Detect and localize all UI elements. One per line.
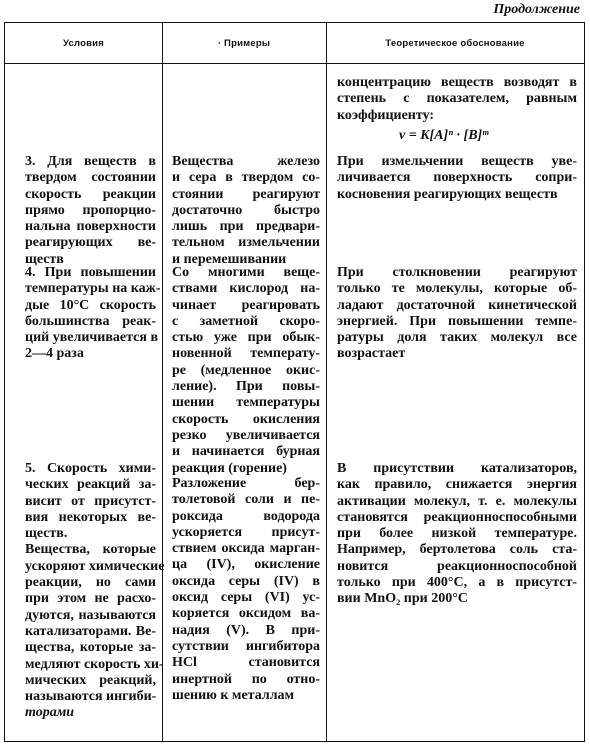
text-line: личивается поверхность сопри- — [337, 170, 577, 186]
text-line: при этом не расхо- — [25, 591, 156, 607]
text-line: дуются, называются — [25, 607, 156, 623]
text-line: ческих реакций за- — [25, 477, 156, 493]
row5-theory — [337, 461, 577, 608]
text-line: лишь при предвари- — [172, 219, 320, 235]
text-line: только те молекулы, которые об- — [337, 281, 577, 297]
row3-example — [172, 154, 320, 268]
text-line: При измельчении веществ уве- — [337, 154, 577, 169]
row3-condition — [25, 154, 156, 268]
text-line: большинства реак- — [25, 313, 156, 329]
row5-condition — [25, 461, 165, 722]
text-line: ладают достаточной кинетической — [337, 297, 577, 313]
text-line: и сера в твердом со- — [172, 170, 320, 186]
text-line: 4. При повышении — [25, 265, 156, 280]
text-line: оксида серы (IV) в — [172, 573, 320, 589]
text-line: HCl становится — [172, 655, 320, 671]
text-line: В присутствии катализаторов, — [337, 461, 577, 476]
text-line: медляют скорость хи- — [25, 656, 164, 672]
text-line: вии MnO₂ при 200°С — [337, 591, 468, 607]
text-line: реакции, но сами — [25, 575, 156, 591]
text-line: ствами кислород на- — [172, 281, 320, 297]
text-line: реакция (горение) — [172, 460, 287, 476]
text-line: коряется оксидом ва- — [172, 606, 320, 622]
text-line: роксида водорода — [172, 508, 320, 524]
text-line: степень с показателем, равным — [337, 91, 577, 107]
text-line: скорость реакции — [25, 186, 156, 202]
text-line: висит от присутст- — [25, 493, 156, 509]
text-line: Со многими веще- — [172, 265, 320, 280]
text-line: ций увеличивается в — [25, 330, 159, 346]
text-line: ление). При повы- — [172, 379, 320, 395]
row3-theory — [337, 154, 577, 203]
text-line: ца (IV), окисление — [172, 557, 320, 573]
header-divider — [5, 63, 584, 64]
text-line: Вещества, которые — [25, 542, 156, 558]
text-line: только при 400°С, а в присутст- — [337, 575, 577, 591]
text-line: 3. Для веществ в — [25, 154, 156, 169]
text-line: новится реакционноспособной — [337, 558, 577, 574]
text-line: дые 10°C скорость — [25, 297, 156, 313]
text-line: становятся реакционноспособными — [337, 509, 577, 525]
text-line: Например, бертолетова соль ста- — [337, 542, 577, 558]
text-line: ускоряют химические — [25, 558, 165, 574]
text-line: достаточно быстро — [172, 202, 320, 218]
text-line: реагирующих ве- — [25, 235, 156, 251]
text-line: ществ. — [25, 526, 68, 542]
rate-formula: v = K[A]ⁿ · [B]ᵐ — [399, 128, 489, 143]
text-line: энергией. При повышении темпе- — [337, 313, 577, 329]
text-line: твердом состоянии — [25, 170, 156, 186]
row4-theory — [337, 265, 577, 363]
theory-top-text — [337, 75, 577, 124]
text-line: скорость окисления — [172, 411, 320, 427]
text-line: с заметной скоро- — [172, 313, 320, 329]
text-line: мических реакций, — [25, 672, 156, 688]
text-line: шению к металлам — [172, 687, 295, 703]
text-line: стью уже при обык- — [172, 330, 320, 346]
text-line: при более низкой температуре. — [337, 526, 577, 542]
text-line: ратуры доля таких молекул все — [337, 330, 577, 346]
text-line: называются ингиби- — [25, 689, 157, 705]
text-line: Вещества железо — [172, 154, 320, 169]
text-line: шении температуры — [172, 395, 320, 411]
header-theory: Теоретическое обоснование — [385, 38, 525, 49]
row5-example — [172, 476, 320, 704]
row4-example — [172, 265, 320, 477]
text-line: прямо пропорцио- — [25, 202, 156, 218]
text-line: как правило, снижается энергия — [337, 477, 577, 493]
text-line: и начинается бурная — [172, 444, 320, 460]
text-line: ществ — [25, 251, 64, 267]
text-line: оксид серы (VI) ус- — [172, 590, 320, 606]
text-line: стоянии реагируют — [172, 186, 320, 202]
text-line: торами — [25, 705, 75, 721]
text-line: косновения реагирующих веществ — [337, 186, 558, 202]
text-line: вия некоторых ве- — [25, 509, 156, 525]
text-line: нальна поверхности — [25, 219, 156, 235]
text-line: тельном измельчении — [172, 235, 320, 251]
text-line: коэффициенту: — [337, 107, 435, 123]
text-line: 2—4 раза — [25, 346, 84, 362]
header-examples: · Примеры — [217, 38, 271, 49]
text-line: инертной по отно- — [172, 671, 320, 687]
text-line: щества, которые за- — [25, 640, 156, 656]
text-line: ускоряется присут- — [172, 524, 320, 540]
header-conditions: Условия — [63, 38, 104, 49]
text-line: новенной температу- — [172, 346, 320, 362]
text-line: чинает реагировать — [172, 297, 320, 313]
row4-condition — [25, 265, 161, 363]
text-line: Разложение бер- — [172, 476, 320, 491]
text-line: и перемешивании — [172, 251, 287, 267]
column-divider — [326, 23, 327, 741]
text-line: При столкновении реагируют — [337, 265, 577, 280]
column-divider — [162, 23, 163, 741]
text-line: активации молекул, т. е. молекулы — [337, 493, 577, 509]
text-line: возрастает — [337, 346, 406, 362]
text-line: ствием оксида марган- — [172, 541, 320, 557]
text-line: резко увеличивается — [172, 427, 320, 443]
text-line: толетовой соли и пе- — [172, 492, 320, 508]
text-line: 5. Скорость хими- — [25, 461, 156, 476]
data-table — [4, 22, 585, 742]
continuation-label: Продолжение — [493, 2, 580, 17]
text-line: катализаторами. Ве- — [25, 623, 156, 639]
text-line: ре (медленное окис- — [172, 362, 320, 378]
text-line: надия (V). В при- — [172, 622, 320, 638]
text-line: концентрацию веществ возводят в — [337, 75, 577, 90]
text-line: температуры на каж- — [25, 281, 161, 297]
text-line: сутствии ингибитора — [172, 638, 320, 654]
